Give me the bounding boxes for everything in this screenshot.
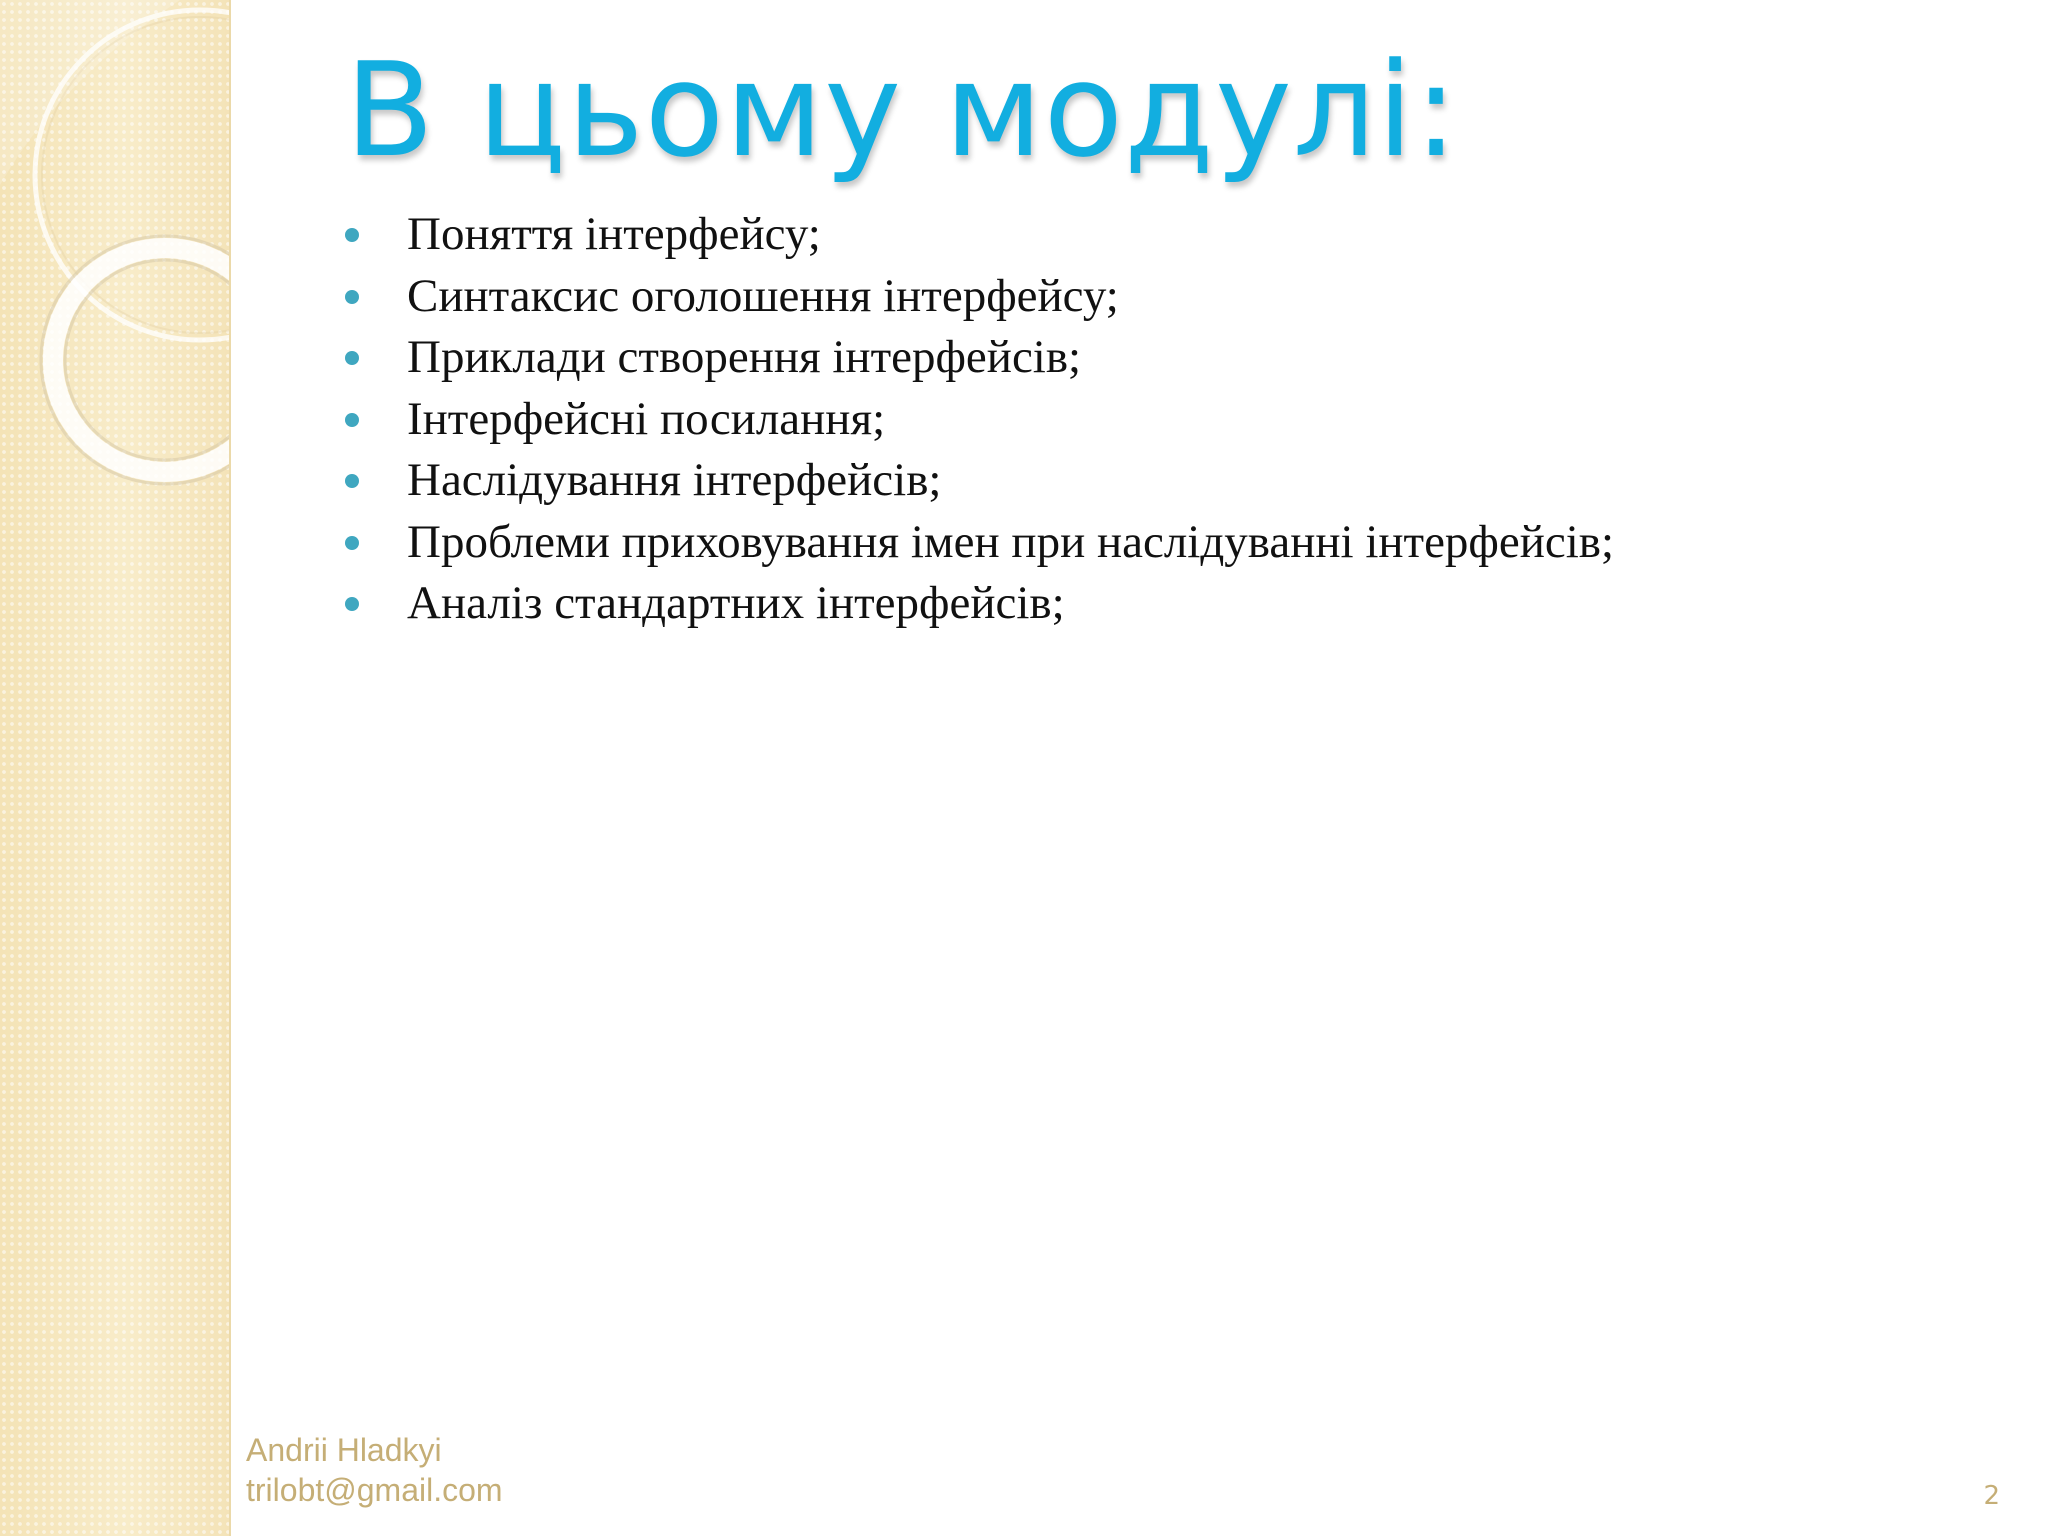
list-item: [345, 450, 1614, 512]
round-bullet-icon: [345, 413, 359, 427]
slide-title: В цьому модулі:: [345, 34, 1459, 186]
list-item-text: Проблеми приховування імен при наслідуванні інтерфейсів;: [407, 515, 1615, 568]
bullet-list: [345, 204, 1614, 635]
decorative-rings-icon: [0, 0, 229, 520]
round-bullet-icon: [345, 474, 359, 488]
round-bullet-icon: [345, 597, 359, 611]
slide-number: 2: [1983, 1481, 2000, 1511]
footer-email: trilobt@gmail.com: [246, 1472, 503, 1508]
list-item-text: Аналіз стандартних інтерфейсів;: [407, 577, 1065, 629]
list-item: [345, 389, 1614, 451]
list-item-text: Наслідування інтерфейсів;: [407, 454, 942, 506]
round-bullet-icon: [345, 290, 359, 304]
list-item: [345, 327, 1614, 389]
list-item: [345, 512, 1614, 574]
list-item: [345, 204, 1614, 266]
list-item: [345, 573, 1614, 635]
round-bullet-icon: [345, 228, 359, 242]
list-item-text: Поняття інтерфейсу;: [407, 208, 821, 260]
decorative-side-panel: [0, 0, 231, 1536]
list-item-text: Синтаксис оголошення інтерфейсу;: [407, 269, 1119, 322]
footer-author: Andrii Hladkyi: [246, 1432, 442, 1468]
round-bullet-icon: [345, 536, 359, 550]
list-item-text: Інтерфейсні посилання;: [407, 392, 886, 445]
list-item: [345, 266, 1614, 328]
list-item-text: Приклади створення інтерфейсів;: [407, 331, 1082, 383]
round-bullet-icon: [345, 351, 359, 365]
